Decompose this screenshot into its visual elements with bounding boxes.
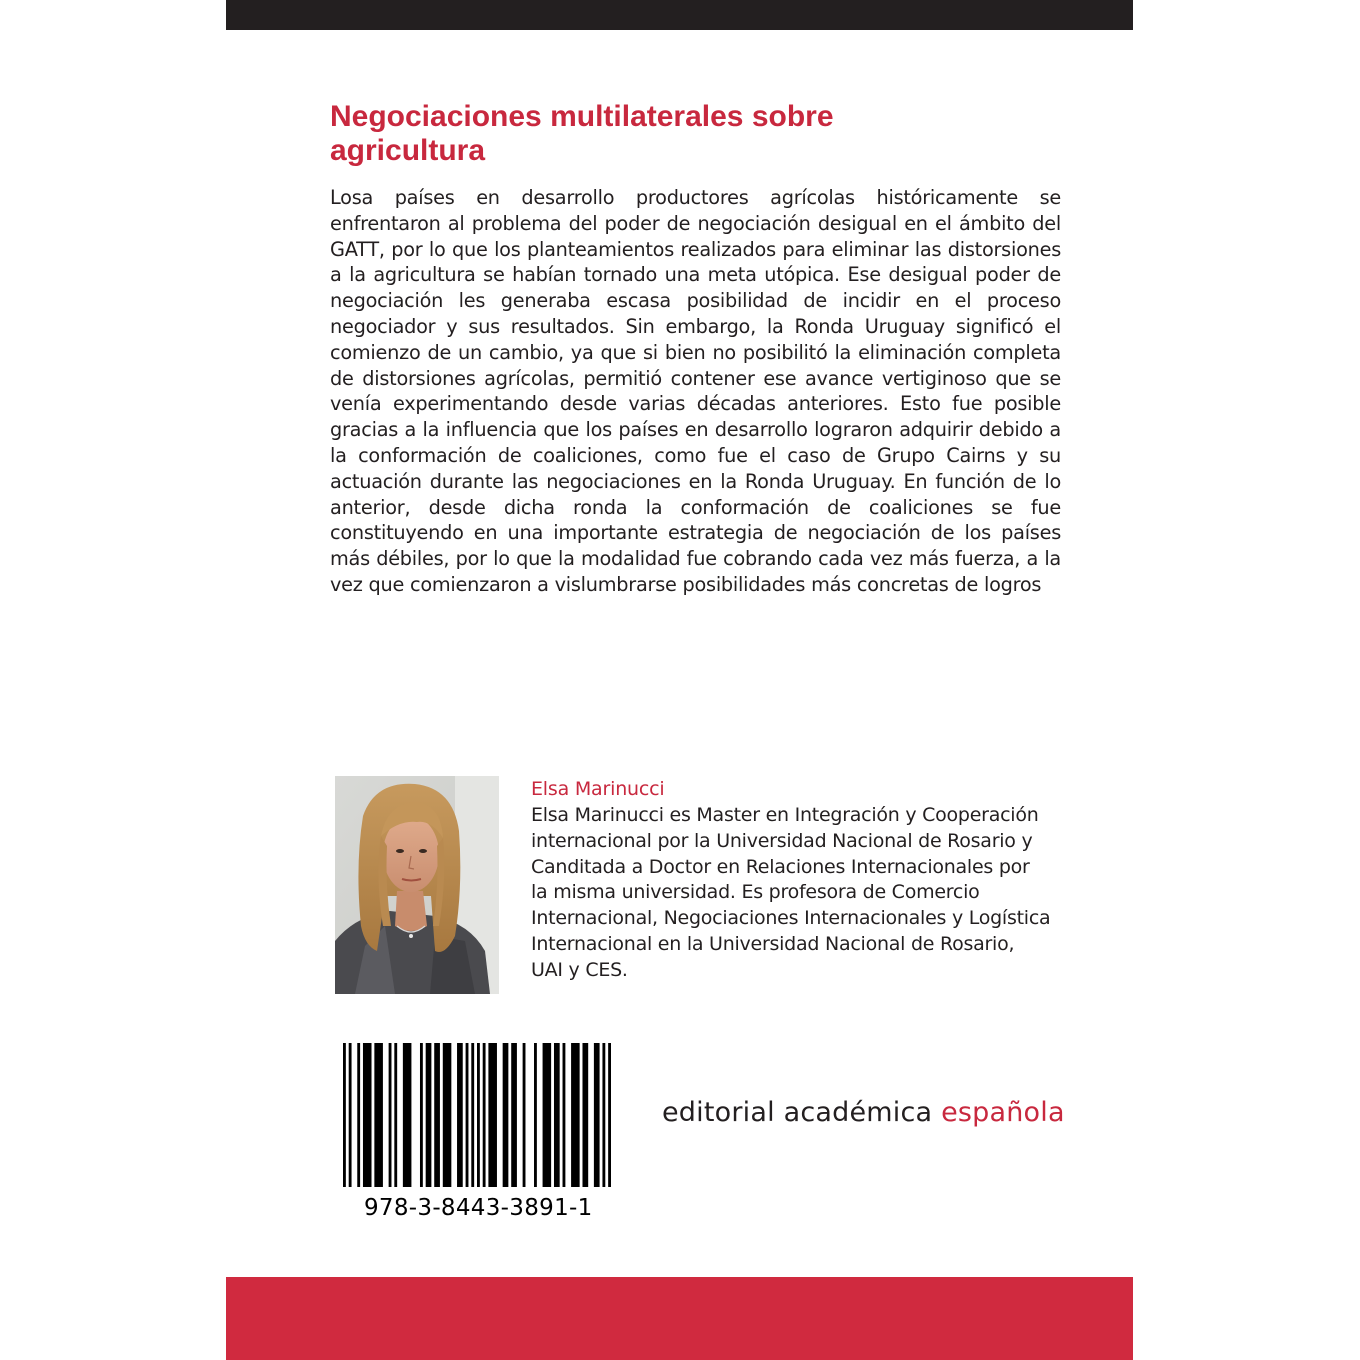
publisher-name-main: editorial académica xyxy=(662,1097,942,1128)
isbn-barcode xyxy=(343,1043,611,1187)
author-photo xyxy=(335,776,499,994)
publisher-name-accent: española xyxy=(941,1097,1065,1128)
book-blurb: Losa países en desarrollo productores agrícolas históricamente se enfrentaron al problema del poder de negociación desigual en el ámbito del GATT, por lo que los planteamientos realizados para eliminar las distorsiones a la agricultura se habían tornado una meta utópica. Ese desigual poder de negociación les generaba escasa posibilidad de incidir en el proceso negociador y sus resultados. Sin embargo, la Ronda Uruguay significó el comienzo de un cambio, ya que si bien no posibilitó la eliminación completa de distorsiones agrícolas, permitió contener ese avance vertiginoso que se venía experimentando desde varias décadas anteriores. Esto fue posible gracias a la influencia que los países en desarrollo lograron adquirir debido a la conformación de coaliciones, como fue el caso de Grupo Cairns y su actuación durante las negociaciones en la Ronda Uruguay. En función de lo anterior, desde dicha ronda la conformación de coaliciones se fue constituyendo en una importante estrategia de negociación de los países más débiles, por lo que la modalidad fue cobrando cada vez más fuerza, a la vez que comienzaron a vislumbrarse posibilidades más concretas de logros xyxy=(330,186,1061,596)
author-bio: Elsa Marinucci es Master en Integración y Cooperación internacional por la Universidad Nacional de Rosario y Canditada a Doctor en Relaciones Internacionales por la misma universidad. Es profesora de Comercio Internacional, Negociaciones Internacionales y Logística Internacional en la Universidad Nacional de Rosario, UAI y CES. xyxy=(531,804,1051,981)
top-color-band xyxy=(226,0,1133,30)
publisher-logo xyxy=(662,1093,1065,1133)
book-title: Negociaciones multilaterales sobre agricultura xyxy=(330,100,834,167)
isbn-number: 978-3-8443-3891-1 xyxy=(364,1195,593,1221)
book-back-cover xyxy=(226,0,1133,1360)
author-name: Elsa Marinucci xyxy=(531,778,665,800)
bottom-color-band xyxy=(226,1277,1133,1360)
